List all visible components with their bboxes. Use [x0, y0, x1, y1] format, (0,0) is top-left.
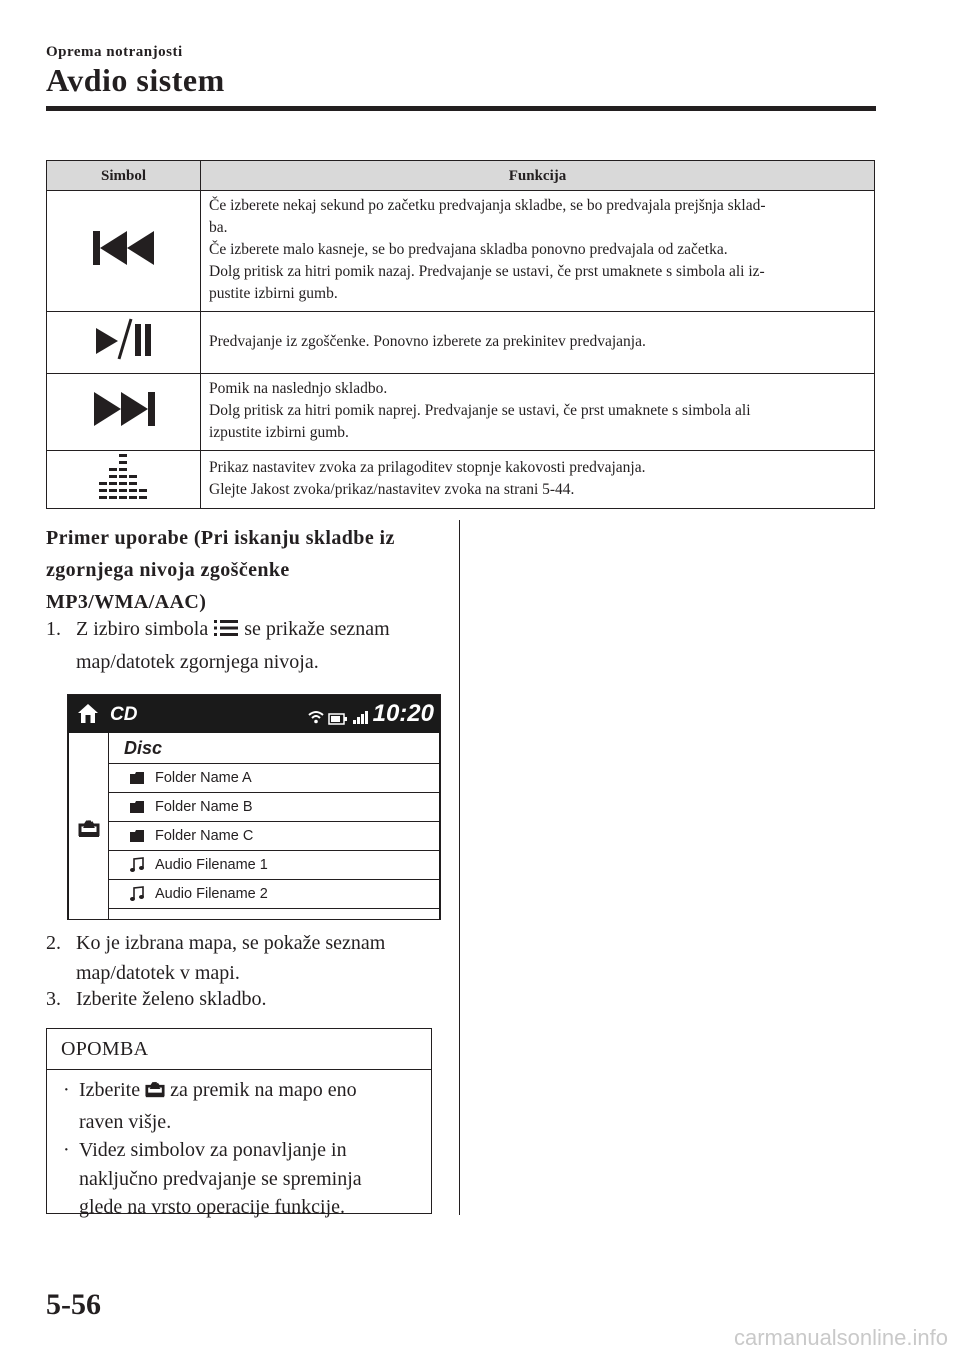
folder-up-icon	[145, 1079, 165, 1108]
list-item[interactable]	[109, 764, 439, 793]
step-2	[46, 928, 446, 988]
column-header-function: Funkcija	[201, 161, 875, 191]
step-1	[46, 614, 446, 677]
bullet-icon: ·	[63, 1139, 70, 1161]
note-item	[61, 1136, 421, 1222]
battery-icon	[328, 712, 348, 730]
play-pause-icon	[92, 349, 156, 366]
bullet-icon: ·	[63, 1079, 70, 1101]
description-line: ba.	[209, 219, 228, 236]
heading-line: Primer uporabe (Pri iskanju skladbe iz	[46, 527, 395, 549]
description-line: Dolg pritisk za hitri pomik naprej. Predvajanje se ustavi, če prst umaknete s simbola ali	[209, 402, 751, 419]
list-item[interactable]	[109, 793, 439, 822]
screen-header	[68, 695, 440, 733]
watermark: carmanualsonline.info	[733, 1325, 948, 1350]
step-3	[46, 984, 446, 1014]
step-text: Izberite želeno skladbo.	[76, 988, 267, 1010]
description-line: Če izberete malo kasneje, se bo predvajana skladba ponovno predvajala od začetka.	[209, 241, 728, 258]
skip-back-icon	[92, 254, 156, 271]
folder-icon	[129, 800, 145, 814]
item-label: Audio Filename 2	[155, 886, 268, 902]
step-text: map/datotek v mapi.	[76, 962, 240, 984]
item-label: Folder Name B	[155, 799, 253, 815]
table-row	[47, 451, 875, 509]
folder-icon	[129, 829, 145, 843]
description-line: Če izberete nekaj sekund po začetku predvajanja skladbe, se bo predvajala prejšnja sklad-	[209, 197, 766, 214]
folder-icon	[129, 771, 145, 785]
heading-line: MP3/WMA/AAC)	[46, 591, 207, 613]
column-header-symbol: Simbol	[47, 161, 201, 191]
note-text: Izberite	[79, 1079, 141, 1101]
function-cell	[201, 191, 875, 312]
table-header-row	[47, 161, 875, 191]
file-list	[109, 733, 439, 919]
description-line: Dolg pritisk za hitri pomik nazaj. Predvajanje se ustavi, če prst umaknete s simbola ali iz-	[209, 263, 765, 280]
symbol-cell	[47, 451, 201, 509]
note-item	[61, 1076, 421, 1136]
symbol-cell	[47, 312, 201, 374]
cd-screen	[67, 694, 441, 920]
note-text: naključno predvajanje se spreminja	[79, 1167, 362, 1190]
heading-line: zgornjega nivoja zgoščenke	[46, 559, 290, 581]
description-line: Predvajanje iz zgoščenke. Ponovno izberete za prekinitev predvajanja.	[209, 332, 646, 350]
description-line: pustite izbirni gumb.	[209, 285, 338, 302]
example-heading	[46, 522, 446, 618]
symbol-cell	[47, 374, 201, 451]
description-line: Pomik na naslednjo skladbo.	[209, 380, 388, 397]
source-label: CD	[110, 704, 138, 725]
music-note-icon	[129, 858, 145, 872]
music-note-icon	[129, 887, 145, 901]
description-line: Prikaz nastavitev zvoka za prilagoditev stopnje kakovosti predvajanja.	[209, 458, 646, 476]
note-list	[47, 1070, 431, 1222]
item-label: Folder Name C	[155, 828, 254, 844]
step-number: 2.	[46, 932, 61, 954]
description-line: izpustite izbirni gumb.	[209, 424, 349, 441]
folder-up-icon[interactable]	[78, 818, 100, 843]
step-number: 3.	[46, 988, 61, 1010]
list-item[interactable]	[109, 851, 439, 880]
item-label: Audio Filename 1	[155, 857, 268, 873]
note-text: za premik na mapo eno	[170, 1079, 357, 1101]
home-icon[interactable]	[77, 703, 99, 730]
step-text: map/datotek zgornjega nivoja.	[76, 651, 319, 673]
function-cell	[201, 312, 875, 374]
list-title: Disc	[109, 733, 439, 764]
signal-icon	[352, 710, 370, 729]
title-rule	[46, 106, 876, 111]
item-label: Folder Name A	[155, 770, 252, 786]
symbol-function-table	[46, 160, 875, 509]
list-icon	[213, 617, 239, 647]
page-number: 5-56	[46, 1288, 101, 1321]
note-text: Videz simbolov za ponavljanje in	[79, 1139, 347, 1161]
column-divider	[459, 520, 460, 1215]
function-cell	[201, 374, 875, 451]
screen-body	[69, 733, 439, 919]
clock: 10:20	[372, 700, 434, 727]
step-text: Ko je izbrana mapa, se pokaže seznam	[76, 932, 386, 954]
note-title: OPOMBA	[47, 1029, 431, 1070]
skip-forward-icon	[92, 415, 156, 432]
table-row	[47, 312, 875, 374]
note-box	[46, 1028, 432, 1218]
screen-sidebar	[69, 733, 109, 919]
symbol-cell	[47, 191, 201, 312]
table-row	[47, 191, 875, 312]
step-text: Z izbiro simbola	[76, 618, 209, 640]
list-item[interactable]	[109, 880, 439, 909]
table-row	[47, 374, 875, 451]
step-text: se prikaže seznam	[244, 618, 390, 640]
wifi-icon	[308, 710, 324, 729]
note-text: glede na vrsto operacije funkcije.	[79, 1196, 345, 1218]
description-line: Glejte Jakost zvoka/prikaz/nastavitev zvoka na strani 5-44.	[209, 480, 575, 498]
page-title: Avdio sistem	[46, 62, 225, 98]
note-text: raven višje.	[79, 1110, 172, 1133]
sound-settings-icon	[97, 487, 151, 504]
function-cell	[201, 451, 875, 509]
list-item[interactable]	[109, 822, 439, 851]
section-label: Oprema notranjosti	[46, 44, 183, 60]
step-number: 1.	[46, 618, 61, 640]
